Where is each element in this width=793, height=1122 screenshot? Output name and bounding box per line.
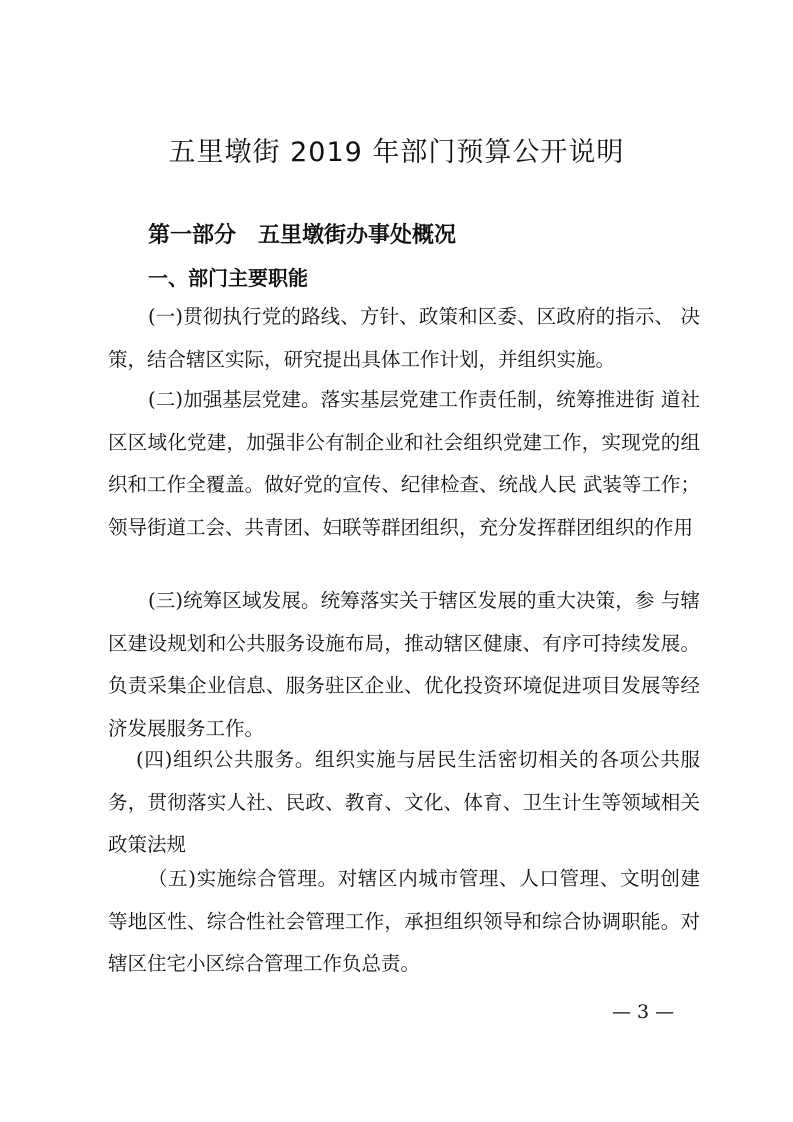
subsection-heading: 一、部门主要职能: [148, 266, 308, 290]
paragraph-duty-3: (三)统筹区域发展。统筹落实关于辖区发展的重大决策，参 与辖区建设规划和公共服务设施布局，推动辖区健康、有序可持续发展。负责采集企业信息、服务驻区企业、优化投资环境促进项目发展等经济发展服务工作。: [108, 589, 700, 740]
paragraph-duty-5: （五)实施综合管理。对辖区内城市管理、人口管理、文明创建等地区性、综合性社会管理工作，承担组织领导和综合协调职能。对辖区住宅小区综合管理工作负总责。: [108, 867, 700, 975]
paragraph-duty-2: (二)加强基层党建。落实基层党建工作责任制，统筹推进街 道社区区域化党建，加强非公有制企业和社会组织党建工作，实现党的组织和工作全覆盖。做好党的宣传、纪律检查、统战人民 武装等工作；领导街道工会、共青团、妇联等群团组织，充分发挥群团组织的作用: [108, 388, 700, 539]
page-number: — 3 —: [612, 1001, 675, 1023]
document-title: 五里墩街 2019 年部门预算公开说明: [168, 137, 625, 168]
paragraph-duty-1: (一)贯彻执行党的路线、方针、政策和区委、区政府的指示、 决策，结合辖区实际，研究提出具体工作计划，并组织实施。: [108, 305, 700, 371]
section-heading: 第一部分 五里墩街办事处概况: [148, 223, 457, 248]
paragraph-duty-4: (四)组织公共服务。组织实施与居民生活密切相关的各项公共服务，贯彻落实人社、民政、教育、文化、体育、卫生计生等领域相关政策法规: [108, 748, 700, 856]
